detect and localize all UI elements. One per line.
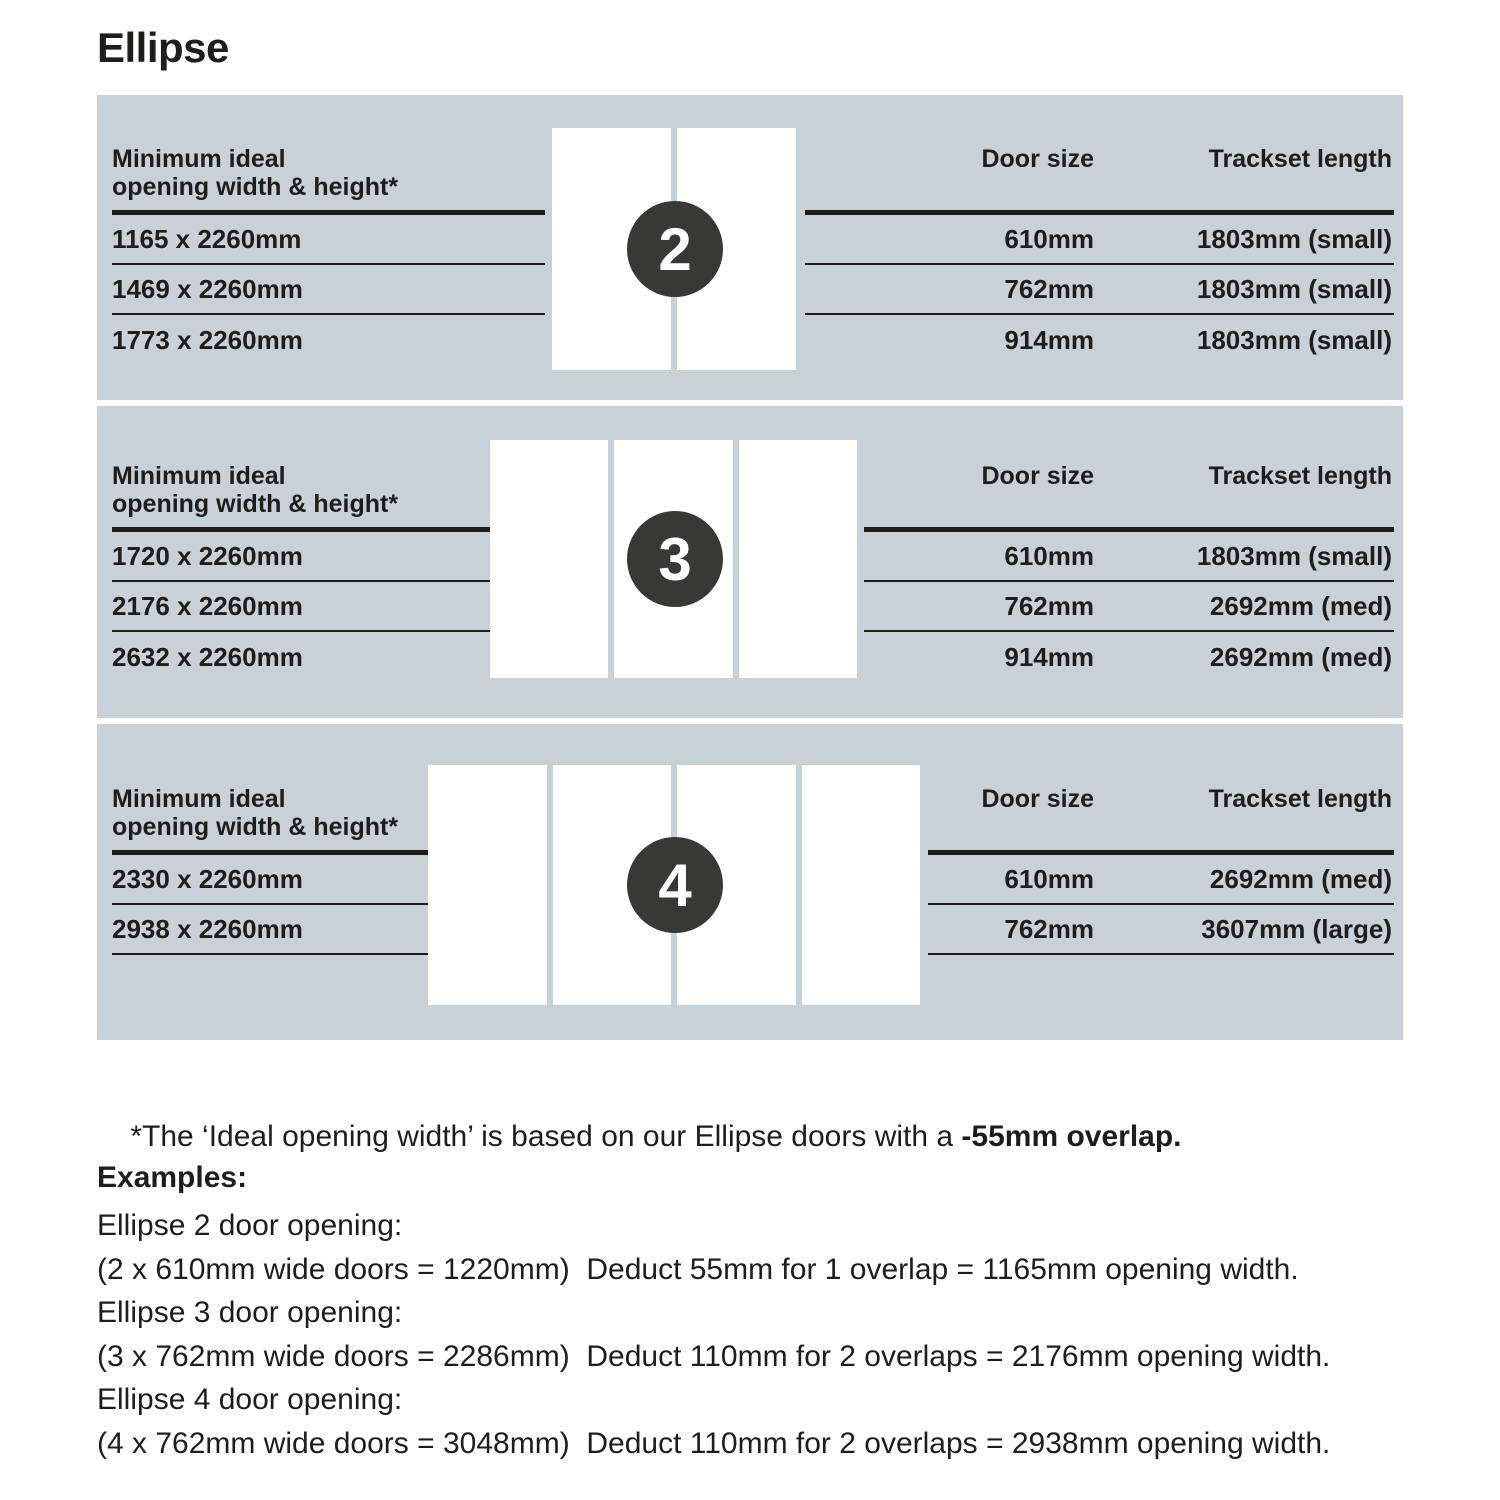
spec-row bbox=[805, 315, 1394, 365]
door-size-cell: 610mm bbox=[1004, 540, 1094, 571]
opening-header bbox=[112, 145, 545, 215]
opening-value: 2330 x 2260mm bbox=[112, 863, 303, 894]
opening-value: 1720 x 2260mm bbox=[112, 540, 303, 571]
size-table bbox=[928, 785, 1394, 955]
door-size-cell: 610mm bbox=[1004, 863, 1094, 894]
opening-table bbox=[112, 785, 439, 955]
spec-row bbox=[805, 265, 1394, 315]
opening-header-line1: Minimum ideal bbox=[112, 785, 286, 813]
example-line: Ellipse 2 door opening: bbox=[97, 1209, 403, 1242]
opening-header-line2: opening width & height* bbox=[112, 490, 399, 518]
spec-row bbox=[864, 582, 1394, 632]
door-panel bbox=[428, 765, 547, 1005]
door-size-cell: 762mm bbox=[1004, 273, 1094, 304]
door-panel bbox=[490, 440, 608, 678]
footnote bbox=[97, 1086, 1182, 1188]
opening-table bbox=[112, 462, 500, 682]
page-title: Ellipse bbox=[97, 24, 229, 71]
opening-row bbox=[112, 315, 545, 365]
trackset-cell: 1803mm (small) bbox=[1196, 324, 1392, 355]
opening-value: 2176 x 2260mm bbox=[112, 590, 303, 621]
opening-row bbox=[112, 905, 439, 955]
trackset-header: Trackset length bbox=[1208, 785, 1392, 813]
opening-row bbox=[112, 532, 500, 582]
trackset-cell: 1803mm (small) bbox=[1196, 273, 1392, 304]
opening-row bbox=[112, 632, 500, 682]
opening-row bbox=[112, 265, 545, 315]
trackset-cell: 2692mm (med) bbox=[1209, 641, 1392, 672]
opening-header-line1: Minimum ideal bbox=[112, 462, 286, 490]
door-count-badge: 3 bbox=[627, 511, 723, 607]
opening-row bbox=[112, 215, 545, 265]
door-size-cell: 762mm bbox=[1004, 913, 1094, 944]
spec-section-4-door bbox=[97, 724, 1403, 1040]
examples-heading: Examples: bbox=[97, 1161, 248, 1194]
spec-section-2-door bbox=[97, 95, 1403, 400]
door-panel bbox=[739, 440, 857, 678]
door-size-cell: 914mm bbox=[1004, 641, 1094, 672]
door-size-header: Door size bbox=[981, 145, 1094, 173]
trackset-cell: 2692mm (med) bbox=[1209, 590, 1392, 621]
trackset-cell: 3607mm (large) bbox=[1201, 913, 1392, 944]
door-size-cell: 914mm bbox=[1004, 324, 1094, 355]
opening-header-line2: opening width & height* bbox=[112, 813, 399, 841]
example-line: (3 x 762mm wide doors = 2286mm) Deduct 110mm for 2 overlaps = 2176mm opening width. bbox=[97, 1339, 1331, 1373]
opening-value: 2632 x 2260mm bbox=[112, 641, 303, 672]
footnote-text: *The ‘Ideal opening width’ is based on our Ellipse doors with a bbox=[130, 1120, 962, 1153]
spec-panel bbox=[97, 95, 1403, 1040]
door-size-header: Door size bbox=[981, 785, 1094, 813]
example-line: Ellipse 4 door opening: bbox=[97, 1383, 403, 1416]
opening-value: 1773 x 2260mm bbox=[112, 324, 303, 355]
spec-row bbox=[864, 632, 1394, 682]
size-table-header bbox=[928, 785, 1394, 855]
door-panel bbox=[802, 765, 921, 1005]
door-size-cell: 610mm bbox=[1004, 223, 1094, 254]
footnote-bold-text: -55mm overlap. bbox=[961, 1120, 1182, 1153]
trackset-cell: 2692mm (med) bbox=[1209, 863, 1392, 894]
trackset-cell: 1803mm (small) bbox=[1196, 540, 1392, 571]
size-table bbox=[864, 462, 1394, 682]
example-line: Ellipse 3 door opening: bbox=[97, 1296, 403, 1329]
door-count-badge: 2 bbox=[627, 201, 723, 297]
spec-row bbox=[864, 532, 1394, 582]
examples-list bbox=[97, 1204, 1330, 1465]
opening-row bbox=[112, 855, 439, 905]
trackset-cell: 1803mm (small) bbox=[1196, 223, 1392, 254]
spec-row bbox=[928, 855, 1394, 905]
opening-header-line1: Minimum ideal bbox=[112, 145, 286, 173]
trackset-header: Trackset length bbox=[1208, 145, 1392, 173]
size-table-header bbox=[864, 462, 1394, 532]
spec-row bbox=[928, 905, 1394, 955]
trackset-header: Trackset length bbox=[1208, 462, 1392, 490]
example-line: (2 x 610mm wide doors = 1220mm) Deduct 55mm for 1 overlap = 1165mm opening width. bbox=[97, 1252, 1299, 1286]
opening-value: 1165 x 2260mm bbox=[112, 223, 302, 254]
opening-header bbox=[112, 462, 500, 532]
opening-value: 1469 x 2260mm bbox=[112, 273, 303, 304]
opening-row bbox=[112, 582, 500, 632]
opening-header-line2: opening width & height* bbox=[112, 173, 399, 201]
opening-header bbox=[112, 785, 439, 855]
opening-value: 2938 x 2260mm bbox=[112, 913, 303, 944]
opening-table bbox=[112, 145, 545, 365]
spec-section-3-door bbox=[97, 406, 1403, 718]
door-size-cell: 762mm bbox=[1004, 590, 1094, 621]
example-line: (4 x 762mm wide doors = 3048mm) Deduct 110mm for 2 overlaps = 2938mm opening width. bbox=[97, 1426, 1331, 1460]
spec-row bbox=[805, 215, 1394, 265]
size-table bbox=[805, 145, 1394, 365]
door-count-badge: 4 bbox=[627, 837, 723, 933]
door-size-header: Door size bbox=[981, 462, 1094, 490]
size-table-header bbox=[805, 145, 1394, 215]
